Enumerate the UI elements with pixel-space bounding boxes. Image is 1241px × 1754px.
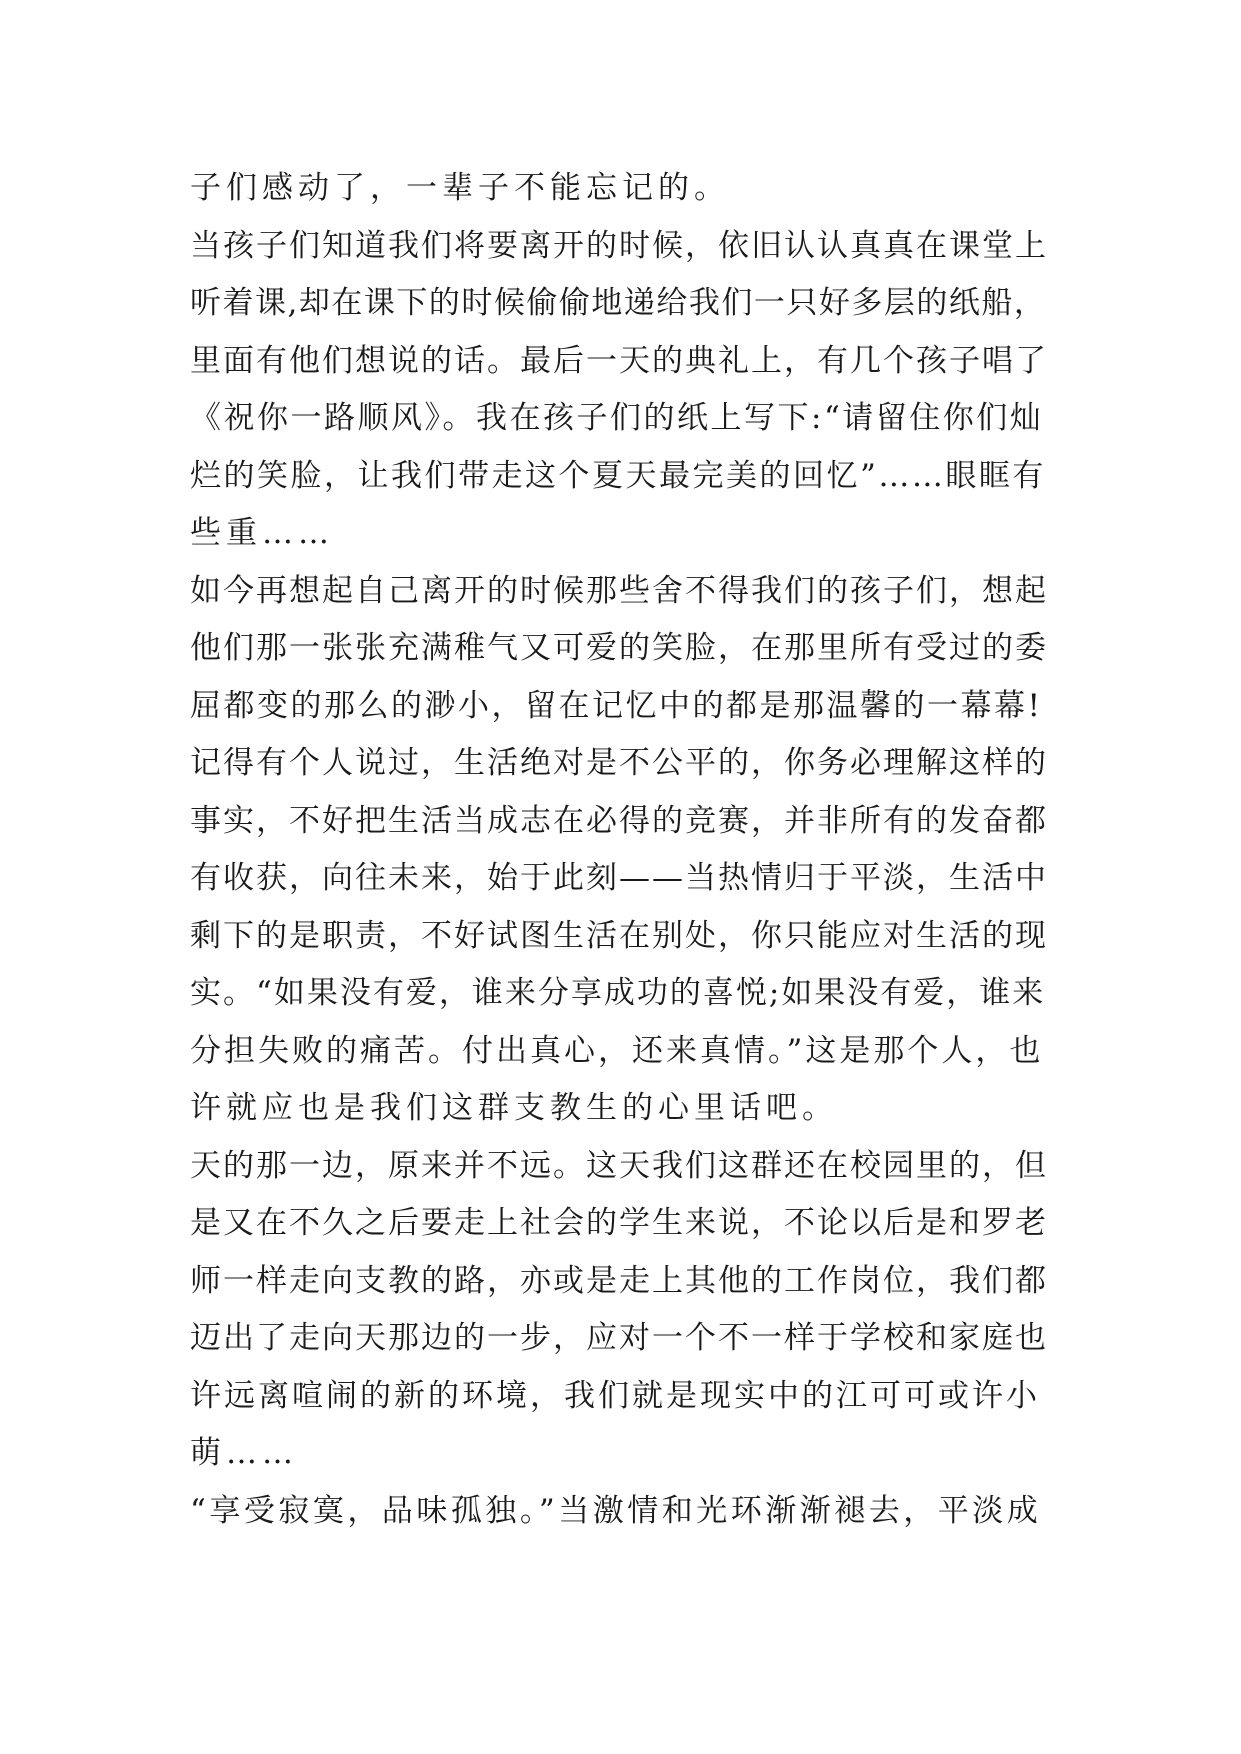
text-line: 许远离喧闹的新的环境，我们就是现实中的江可可或许小 [190,1377,1040,1414]
text-line: 子们感动了，一辈子不能忘记的。 [190,170,730,206]
text-line: “享受寂寞，品味孤独。”当激情和光环渐渐褪去，平淡成 [190,1492,1042,1529]
text-line: 当孩子们知道我们将要离开的时候，依旧认认真真在课堂上 [190,227,1048,264]
text-line: 实。“如果没有爱，谁来分享成功的喜悦;如果没有爱，谁来 [190,975,1046,1011]
text-line: 《祝你一路顺风》。我在孩子们的纸上写下:“请留住你们灿 [190,400,1044,436]
text-line: 记得有个人说过，生活绝对是不公平的，你务必理解这样的 [190,745,1048,781]
text-line: 迈出了走向天那边的一步，应对一个不一样于学校和家庭也 [190,1320,1048,1356]
text-line: 分担失败的痛苦。付出真心，还来真情。”这是那个人，也 [190,1032,1044,1069]
text-line: 剩下的是职责，不好试图生活在别处，你只能应对生活的现 [190,917,1048,954]
text-line: 事实，不好把生活当成志在必得的竞赛，并非所有的发奋都 [190,802,1048,839]
text-line: 有收获，向往未来，始于此刻——当热情归于平淡，生活中 [190,860,1048,896]
text-line: 是又在不久之后要走上社会的学生来说，不论以后是和罗老 [190,1205,1048,1241]
text-line: 他们那一张张充满稚气又可爱的笑脸，在那里所有受过的委 [190,630,1048,666]
text-line: 师一样走向支教的路，亦或是走上其他的工作岗位，我们都 [190,1262,1048,1299]
text-line: 许就应也是我们这群支教生的心里话吧。 [190,1090,838,1126]
text-line: 天的那一边，原来并不远。这天我们这群还在校园里的，但 [190,1147,1048,1184]
text-line: 里面有他们想说的话。最后一天的典礼上，有几个孩子唱了 [190,342,1048,379]
text-line: 些重…… [190,515,334,551]
text-line: 萌…… [190,1435,298,1471]
text-line: 听着课,却在课下的时候偷偷地递给我们一只好多层的纸船， [190,285,1047,321]
text-line: 烂的笑脸，让我们带走这个夏天最完美的回忆”……眼眶有 [190,457,1046,494]
body-text [190,160,1050,1540]
text-line: 如今再想起自己离开的时候那些舍不得我们的孩子们，想起 [190,572,1048,609]
text-line: 屈都变的那么的渺小，留在记忆中的都是那温馨的一幕幕! [190,687,1043,724]
